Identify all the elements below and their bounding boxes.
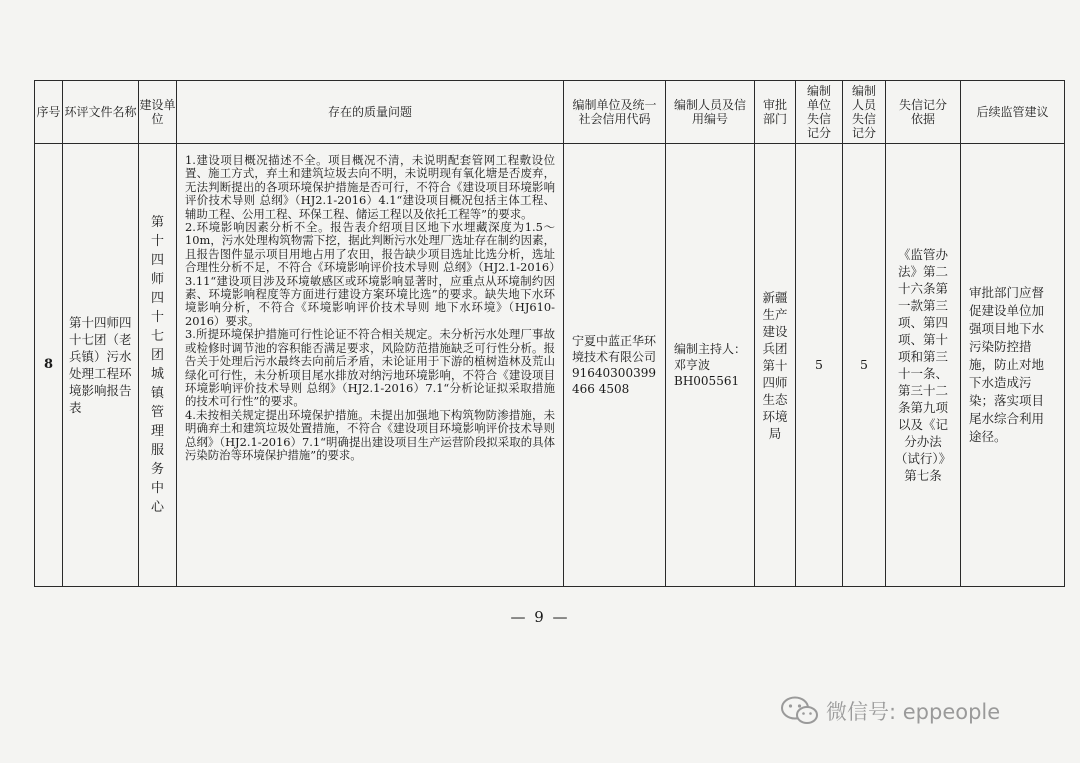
- cell-compiling-unit: 宁夏中蓝正华环境技术有限公司91640300399466 4508: [564, 144, 666, 587]
- cell-approval-dept: 新疆生产建设兵团第十四师生态环境局: [755, 144, 796, 587]
- cell-compiling-personnel: 编制主持人：邓亨波 BH005561: [666, 144, 755, 587]
- watermark-text: 微信号: eppeople: [826, 700, 1001, 724]
- issue-item: 2.环境影响因素分析不全。报告表介绍项目区地下水埋藏深度为1.5～10m，污水处理构筑物需下挖，据此判断污水处理厂选址存在制约因素，且报告图件显示项目用地占用了农田，报告缺少项目选址比选分析，选址合理性分析不足，不符合《环境影响评价技术导则 总纲》（HJ2.1-2016）3.11“建设项目涉及环境敏感区或环境影响显著时，应重点从环境制约因素、环境影响程度等方面进行建设方案环境比选”的要求。缺失地下水环境影响分析，不符合《环境影响评价技术导则 地下水环境》（HJ610-2016）要求。: [185, 220, 555, 328]
- header-quality-issues: 存在的质量问题: [177, 81, 564, 144]
- cell-personnel-credit-score: 5: [843, 144, 886, 587]
- page-number: — 9 —: [510, 608, 570, 626]
- wechat-icon: [780, 695, 820, 727]
- header-approval-dept: 审批部门: [755, 81, 796, 144]
- header-unit-credit-score: 编制单位失信记分: [796, 81, 843, 144]
- issue-item: 4.未按相关规定提出环境保护措施。未提出加强地下构筑物防渗措施，未明确弃土和建筑垃圾处置措施，不符合《建设项目环境影响评价技术导则 总纲》（HJ2.1-2016）7.1“明确提出建设项目生产运营阶段拟采取的具体污染防治等环境保护措施”的要求。: [185, 407, 555, 462]
- cell-eia-file-name: 第十四师四十七团（老兵镇）污水处理工程环境影响报告表: [63, 144, 139, 587]
- cell-construction-unit: 第十四师四十七团城镇管理服务中心: [139, 144, 177, 587]
- cell-quality-issues: [177, 144, 564, 587]
- issue-item: 1.建设项目概况描述不全。项目概况不清，未说明配套管网工程敷设位置、施工方式，弃土和建筑垃圾去向不明，未说明现有氧化塘是否废弃，无法判断提出的各项环境保护措施是否可行，不符合《建设项目环境影响评价技术导则 总纲》（HJ2.1-2016）4.1“建设项目概况包括主体工程、辅助工程、公用工程、环保工程、储运工程以及依托工程等”的要求。: [185, 153, 555, 221]
- quality-issue-table: [34, 80, 1065, 587]
- table-row: [35, 144, 1065, 587]
- header-eia-file-name: 环评文件名称: [63, 81, 139, 144]
- cell-follow-up: 审批部门应督促建设单位加强项目地下水污染防控措施，防止对地下水造成污染；落实项目尾水综合利用途径。: [961, 144, 1065, 587]
- cell-credit-basis: 《监管办法》第二十六条第一款第三项、第四项、第十项和第三十一条、第三十二条第九项以及《记分办法（试行）》第七条: [886, 144, 961, 587]
- cell-unit-credit-score: 5: [796, 144, 843, 587]
- header-compiling-unit: 编制单位及统一社会信用代码: [564, 81, 666, 144]
- cell-seq: 8: [35, 144, 63, 587]
- watermark: [780, 695, 1000, 727]
- header-construction-unit: 建设单位: [139, 81, 177, 144]
- header-follow-up: 后续监管建议: [961, 81, 1065, 144]
- table-header-row: [35, 81, 1065, 144]
- header-compiling-personnel: 编制人员及信用编号: [666, 81, 755, 144]
- header-personnel-credit-score: 编制人员失信记分: [843, 81, 886, 144]
- issue-item: 3.所提环境保护措施可行性论证不符合相关规定。未分析污水处理厂事故或检修时调节池的容积能否满足要求，风险防范措施缺乏可行性分析。报告关于处理后污水最终去向前后矛盾，未论证用于下游的植树造林及荒山绿化可行性，未分析项目尾水排放对纳污地环境影响，不符合《建设项目环境影响评价技术导则 总纲》（HJ2.1-2016）7.1“分析论证拟采取措施的技术可行性”的要求。: [185, 327, 555, 409]
- header-seq: 序号: [35, 81, 63, 144]
- header-credit-basis: 失信记分依据: [886, 81, 961, 144]
